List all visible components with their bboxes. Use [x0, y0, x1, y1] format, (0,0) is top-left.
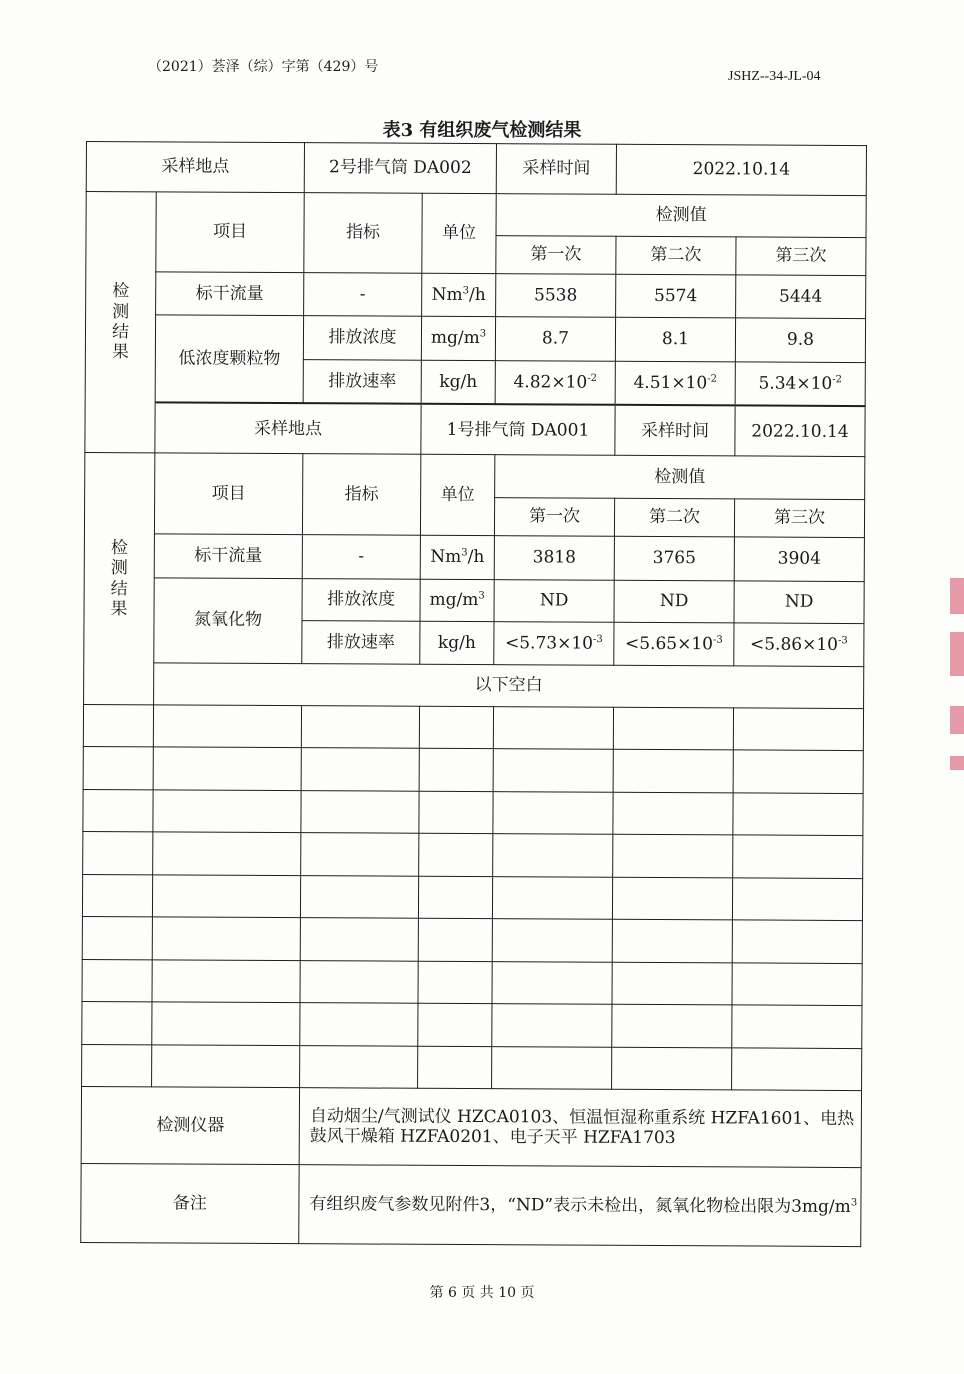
col-header-item: 项目: [156, 191, 304, 273]
col-header-unit: 单位: [422, 193, 496, 274]
conc-value: 8.1: [615, 317, 735, 362]
conc-value: ND: [614, 580, 734, 623]
col-header-value: 检测值: [495, 455, 865, 499]
blank-row: [82, 874, 862, 921]
red-stamp-edge: [950, 756, 964, 770]
rate-label: 排放速率: [303, 360, 421, 404]
rate-label: 排放速率: [302, 621, 420, 664]
rate-value: $4.51\times 10^{-2}$: [615, 362, 735, 406]
blank-row: [82, 959, 862, 1006]
flow-unit: Nm$^3$/h: [420, 535, 494, 579]
sampling-time-value: 2022.10.14: [735, 406, 865, 457]
blank-row: [82, 1044, 862, 1091]
conc-unit: $mg/m^3$: [420, 579, 494, 622]
sampling-site-value: 2号排气筒 DA002: [304, 143, 496, 194]
table-row: [81, 1163, 861, 1246]
rate-value: $<5.73\times 10^{-3}$: [494, 622, 614, 665]
flow-value: 5444: [736, 275, 866, 318]
col-header-index: 指标: [302, 454, 420, 535]
col-header-item: 项目: [154, 453, 302, 535]
results-side-label: 检 测 结 果: [85, 191, 156, 453]
table-row: [86, 142, 866, 196]
run-header: 第三次: [736, 237, 866, 276]
sampling-site-value: 1号排气筒 DA001: [421, 404, 615, 456]
col-header-index: 指标: [304, 192, 422, 273]
table-row: [85, 314, 865, 363]
red-stamp-edge: [950, 578, 964, 614]
remarks-label: 备注: [81, 1163, 299, 1243]
table-row: [81, 1087, 861, 1168]
conc-label: 排放浓度: [303, 315, 421, 360]
rate-unit: kg/h: [420, 621, 494, 664]
conc-unit: $mg/m^3$: [421, 316, 495, 361]
conc-value: 9.8: [735, 318, 865, 363]
rate-value: $5.34\times 10^{-2}$: [735, 362, 865, 406]
run-header: 第一次: [494, 497, 614, 536]
blank-row: [82, 1002, 862, 1049]
flow-label: 标干流量: [156, 272, 304, 315]
instruments-label: 检测仪器: [81, 1087, 299, 1165]
sampling-time-value: 2022.10.14: [616, 144, 866, 195]
red-stamp-edge: [950, 706, 964, 734]
rate-value: $<5.65\times 10^{-3}$: [614, 622, 734, 665]
run-header: 第三次: [734, 499, 864, 538]
blank-row: [83, 832, 863, 879]
instruments-text: 自动烟尘/气测试仪 HZCA0103、恒温恒湿称重系统 HZFA1601、电热鼓风干燥箱 HZFA0201、电子天平 HZFA1703: [299, 1088, 861, 1168]
remarks-text: 有组织废气参数见附件3，“ND”表示未检出，氮氧化物检出限为$3mg/m^3$: [299, 1165, 861, 1247]
table-row: [85, 402, 865, 457]
rate-unit: kg/h: [421, 361, 495, 405]
table-title: 表3 有组织废气检测结果: [382, 120, 582, 141]
flow-value: 3818: [494, 536, 614, 580]
conc-value: 8.7: [495, 316, 615, 361]
col-header-value: 检测值: [496, 193, 866, 237]
blank-row: [83, 747, 863, 794]
pollutant-name: 低浓度颗粒物: [155, 315, 303, 404]
run-header: 第二次: [614, 498, 734, 537]
flow-index: -: [304, 273, 422, 316]
table-row: [84, 662, 864, 709]
pollutant-name: 氮氧化物: [154, 578, 302, 664]
conc-value: ND: [734, 581, 864, 624]
flow-unit: Nm$^3$/h: [422, 274, 496, 317]
conc-label: 排放浓度: [302, 578, 420, 621]
table-row: [84, 577, 864, 624]
run-header: 第一次: [496, 236, 616, 275]
blank-row: [82, 917, 862, 964]
flow-value: 3765: [614, 536, 734, 580]
results-side-label: 检 测 结 果: [84, 453, 155, 705]
table-row: [86, 272, 866, 319]
sampling-time-label: 采样时间: [496, 144, 616, 194]
blank-row: [83, 789, 863, 836]
report-number: （2021）荟泽（综）字第（429）号: [148, 59, 379, 75]
rate-value: $4.82\times 10^{-2}$: [495, 361, 615, 405]
results-table: [80, 141, 867, 1247]
sampling-site-label: 采样地点: [86, 142, 304, 193]
table-row: [86, 191, 866, 238]
sampling-time-label: 采样时间: [615, 405, 735, 456]
sampling-site-label: 采样地点: [155, 403, 421, 455]
col-header-unit: 单位: [420, 455, 494, 536]
flow-value: 5538: [496, 274, 616, 317]
flow-value: 5574: [616, 275, 736, 318]
table-row: [84, 534, 864, 582]
flow-value: 3904: [734, 537, 864, 581]
red-stamp-edge: [950, 632, 964, 676]
blank-below-label: 以下空白: [154, 662, 864, 708]
table-row: [85, 453, 865, 500]
flow-index: -: [302, 535, 420, 579]
form-code: JSHZ--34-JL-04: [728, 69, 821, 84]
page-footer: 第 6 页 共 10 页: [429, 1285, 535, 1301]
conc-value: ND: [494, 579, 614, 622]
rate-value: $<5.86\times 10^{-3}$: [734, 623, 864, 666]
flow-label: 标干流量: [154, 534, 302, 578]
blank-row: [83, 705, 863, 752]
run-header: 第二次: [616, 236, 736, 275]
